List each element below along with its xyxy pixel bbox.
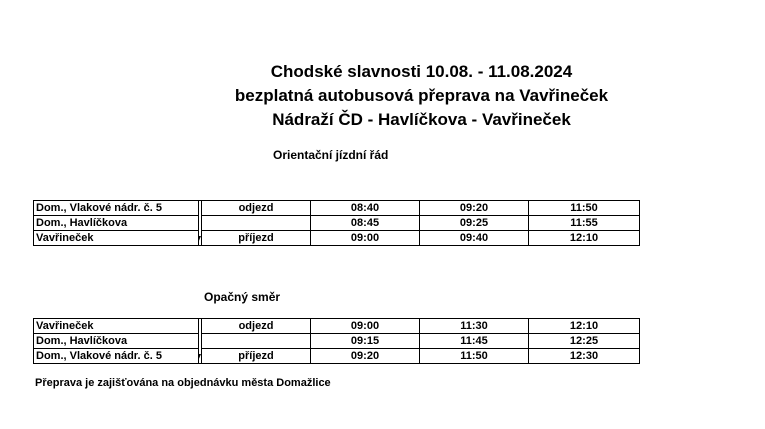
stop-name: Vavřineček <box>34 231 199 246</box>
departure-arrival-label: příjezd <box>202 231 311 246</box>
departure-arrival-label: příjezd <box>202 349 311 364</box>
time-cell: 09:20 <box>420 201 529 216</box>
table-row <box>34 231 640 246</box>
direction-line <box>199 216 202 231</box>
stop-name: Dom., Havlíčkova <box>34 334 199 349</box>
direction-line <box>199 201 202 216</box>
return-timetable <box>33 318 640 364</box>
time-cell: 11:50 <box>529 201 640 216</box>
direction-line <box>199 334 202 349</box>
return-direction-label: Opačný směr <box>204 290 281 304</box>
title-line-1: Chodské slavnosti 10.08. - 11.08.2024 <box>270 62 573 81</box>
title-line-2: bezplatná autobusová přeprava na Vavřineček <box>234 86 609 105</box>
outbound-timetable <box>33 200 640 246</box>
time-cell: 11:50 <box>420 349 529 364</box>
direction-line <box>199 319 202 334</box>
direction-arrow <box>199 231 202 246</box>
time-cell: 11:45 <box>420 334 529 349</box>
stop-name: Vavřineček <box>34 319 199 334</box>
departure-arrival-label: odjezd <box>202 319 311 334</box>
time-cell: 12:10 <box>529 319 640 334</box>
stop-name: Dom., Vlakové nádr. č. 5 <box>34 349 199 364</box>
time-cell: 12:30 <box>529 349 640 364</box>
footer-note: Přeprava je zajišťována na objednávku města Domažlice <box>35 377 331 389</box>
stop-name: Dom., Vlakové nádr. č. 5 <box>34 201 199 216</box>
table-row <box>34 319 640 334</box>
departure-arrival-label <box>202 216 311 231</box>
departure-arrival-label: odjezd <box>202 201 311 216</box>
schedule-label: Orientační jízdní řád <box>273 148 389 162</box>
table-row <box>34 201 640 216</box>
time-cell: 11:55 <box>529 216 640 231</box>
time-cell: 12:25 <box>529 334 640 349</box>
stop-name: Dom., Havlíčkova <box>34 216 199 231</box>
table-row <box>34 216 640 231</box>
time-cell: 08:40 <box>311 201 420 216</box>
time-cell: 09:00 <box>311 231 420 246</box>
time-cell: 09:00 <box>311 319 420 334</box>
direction-arrow <box>199 349 202 364</box>
time-cell: 09:25 <box>420 216 529 231</box>
departure-arrival-label <box>202 334 311 349</box>
table-row <box>34 334 640 349</box>
title-line-3: Nádraží ČD - Havlíčkova - Vavřineček <box>272 110 571 129</box>
table-row <box>34 349 640 364</box>
arrow-down-icon <box>199 236 202 243</box>
time-cell: 11:30 <box>420 319 529 334</box>
arrow-down-icon <box>199 354 202 361</box>
time-cell: 09:15 <box>311 334 420 349</box>
time-cell: 12:10 <box>529 231 640 246</box>
time-cell: 09:20 <box>311 349 420 364</box>
time-cell: 09:40 <box>420 231 529 246</box>
time-cell: 08:45 <box>311 216 420 231</box>
